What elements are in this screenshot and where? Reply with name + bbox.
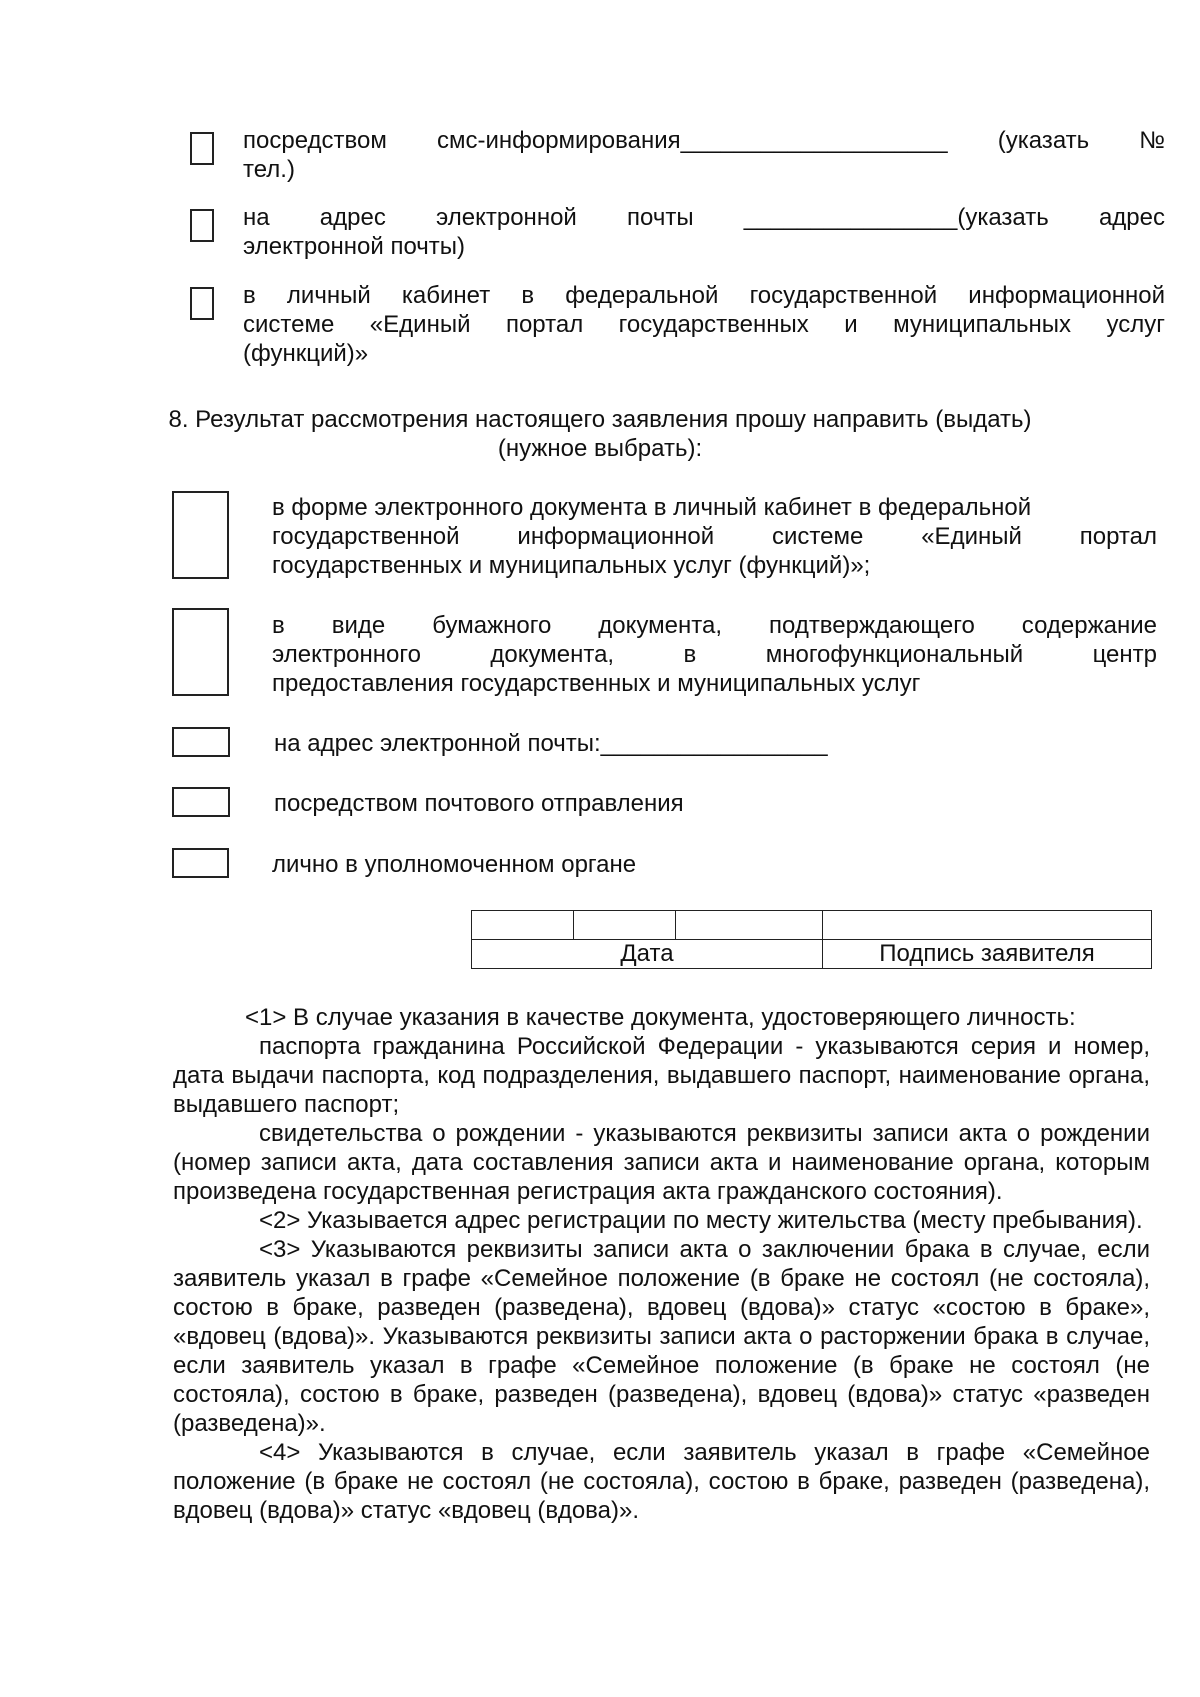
result-inperson-checkbox[interactable] <box>172 848 229 878</box>
notify-email-checkbox[interactable] <box>190 209 214 242</box>
result-portal-line2: государственной информационной системе «Единый портал <box>272 523 1157 550</box>
result-post-label: посредством почтового отправления <box>274 790 684 817</box>
signature-label: Подпись заявителя <box>823 940 1152 969</box>
footnote-2: <2> Указывается адрес регистрации по месту жительства (месту пребывания). <box>259 1207 1143 1234</box>
result-mfc-line2: электронного документа, в многофункциональный центр <box>272 641 1157 668</box>
result-post-checkbox[interactable] <box>172 787 230 817</box>
notify-portal-checkbox[interactable] <box>190 287 214 320</box>
result-portal-line3: государственных и муниципальных услуг (функций)»; <box>272 552 871 579</box>
notify-portal-line2: системе «Единый портал государственных и муниципальных услуг <box>243 311 1165 338</box>
date-month-cell[interactable] <box>574 911 676 940</box>
result-mfc-line1: в виде бумажного документа, подтверждающего содержание <box>272 612 1157 639</box>
notify-portal-line3: (функций)» <box>243 340 369 367</box>
notify-email-line1: на адрес электронной почты ________________(указать адрес <box>243 204 1165 231</box>
date-year-cell[interactable] <box>676 911 823 940</box>
notify-sms-line2: тел.) <box>243 156 295 183</box>
notify-portal-line1: в личный кабинет в федеральной государственной информационной <box>243 282 1165 309</box>
signature-table <box>471 910 1152 969</box>
footnotes <box>173 1003 1150 1525</box>
section8-heading-line1: 8. Результат рассмотрения настоящего заявления прошу направить (выдать) <box>168 406 1032 433</box>
result-mfc-line3: предоставления государственных и муниципальных услуг <box>272 670 921 697</box>
footnote-1-title: <1> В случае указания в качестве документа, удостоверяющего личность: <box>245 1004 1076 1031</box>
notify-sms-line1: посредством смс-информирования____________________ (указать № <box>243 127 1165 154</box>
signature-cell[interactable] <box>823 911 1152 940</box>
footnote-1-birth: свидетельства о рождении - указываются реквизиты записи акта о рождении (номер записи акта, дата составления записи акта и наименование органа, которым произведена государственная регистрация акта гражданского состояния). <box>173 1120 1150 1205</box>
result-inperson-label: лично в уполномоченном органе <box>272 851 637 878</box>
notify-email-line2: электронной почты) <box>243 233 466 260</box>
result-portal-line1: в форме электронного документа в личный кабинет в федеральной <box>272 494 1032 521</box>
section8-heading-line2: (нужное выбрать): <box>497 435 703 462</box>
result-portal-checkbox[interactable] <box>172 491 229 579</box>
result-mfc-checkbox[interactable] <box>172 608 229 696</box>
notify-sms-checkbox[interactable] <box>190 132 214 165</box>
footnote-3: <3> Указываются реквизиты записи акта о заключении брака в случае, если заявитель указал в графе «Семейное положение (в браке не состоял (не состояла), состою в браке, разведен (разведена), вдовец (вдова)» статус «состою в браке», «вдовец (вдова)». Указываются реквизиты записи акта о расторжении брака в случае, если заявитель указал в графе «Семейное положение (в браке не состоял (не состояла), состою в браке, разведен (разведена), вдовец (вдова)» статус «разведен (разведена)». <box>173 1236 1150 1437</box>
result-email-checkbox[interactable] <box>172 727 230 757</box>
result-email-label: на адрес электронной почты:_________________ <box>274 730 828 757</box>
footnote-1-passport: паспорта гражданина Российской Федерации - указываются серия и номер, дата выдачи паспорта, код подразделения, выдавшего паспорт, наименование органа, выдавшего паспорт; <box>173 1033 1150 1118</box>
footnote-4: <4> Указываются в случае, если заявитель указал в графе «Семейное положение (в браке не состоял (не состояла), состою в браке, разведен (разведена), вдовец (вдова)» статус «вдовец (вдова)». <box>173 1439 1150 1524</box>
date-label: Дата <box>472 940 823 969</box>
date-day-cell[interactable] <box>472 911 574 940</box>
